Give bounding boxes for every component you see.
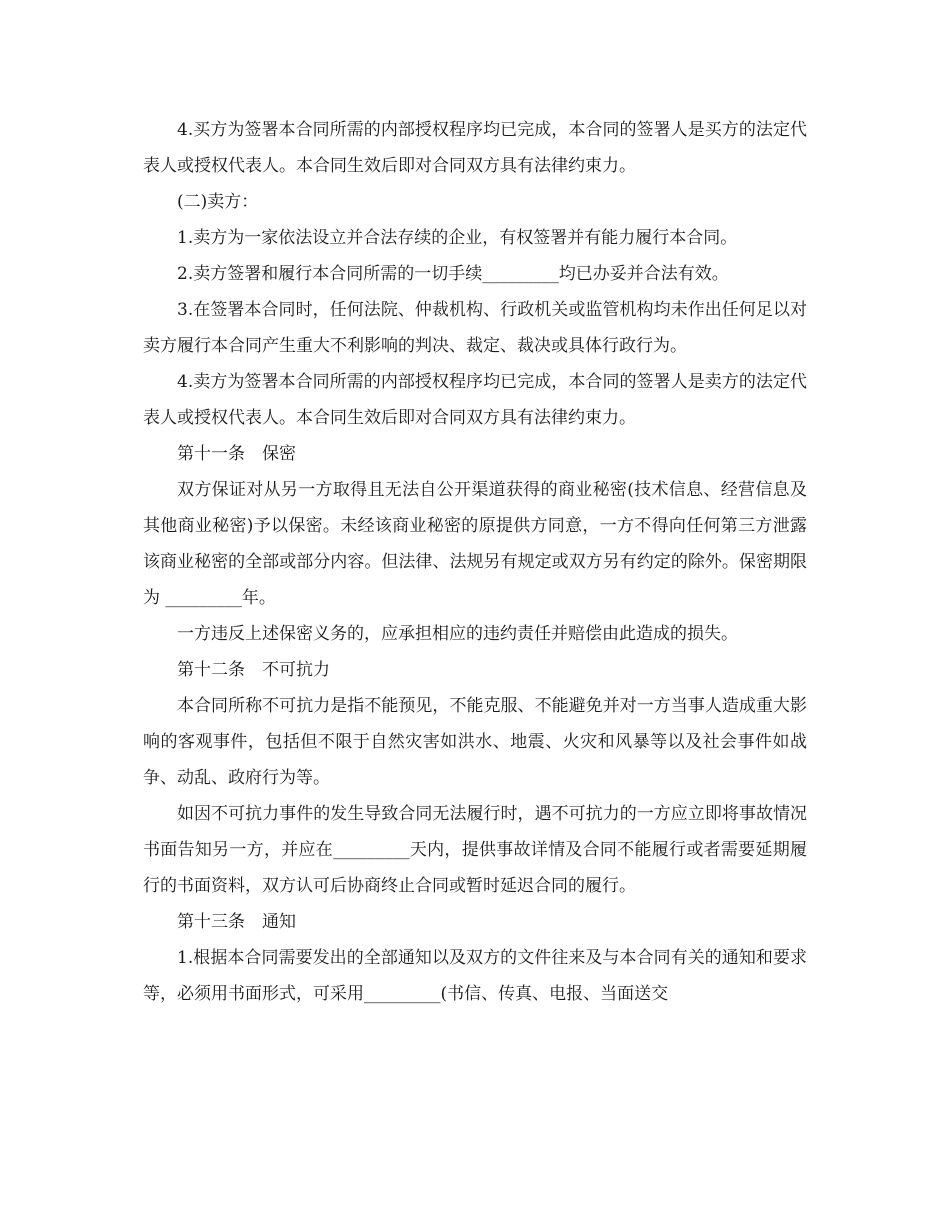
paragraph-buyer-authorization: 4.买方为签署本合同所需的内部授权程序均已完成，本合同的签署人是买方的法定代表人或授权代表人。本合同生效后即对合同双方具有法律约束力。 bbox=[143, 120, 807, 176]
paragraph-confidentiality-breach: 一方违反上述保密义务的，应承担相应的违约责任并赔偿由此造成的损失。 bbox=[177, 624, 738, 644]
contract-body bbox=[143, 112, 807, 1012]
paragraph-seller-procedures: 2.卖方签署和履行本合同所需的一切手续_________均已办妥并合法有效。 bbox=[177, 264, 729, 284]
article-11-heading: 第十一条 保密 bbox=[177, 444, 296, 464]
article-13-heading: 第十三条 通知 bbox=[177, 912, 296, 932]
paragraph-seller-no-adverse-rulings: 3.在签署本合同时，任何法院、仲裁机构、行政机关或监管机构均未作出任何足以对卖方履行本合同产生重大不利影响的判决、裁定、裁决或具体行政行为。 bbox=[143, 300, 807, 356]
paragraph-seller-established: 1.卖方为一家依法设立并合法存续的企业，有权签署并有能力履行本合同。 bbox=[177, 228, 738, 248]
paragraph-seller-authorization: 4.卖方为签署本合同所需的内部授权程序均已完成，本合同的签署人是卖方的法定代表人或授权代表人。本合同生效后即对合同双方具有法律约束力。 bbox=[143, 372, 807, 428]
paragraph-confidentiality: 双方保证对从另一方取得且无法自公开渠道获得的商业秘密(技术信息、经营信息及其他商业秘密)予以保密。未经该商业秘密的原提供方同意，一方不得向任何第三方泄露该商业秘密的全部或部分内容。但法律、法规另有规定或双方另有约定的除外。保密期限为 _________年。 bbox=[143, 480, 807, 608]
paragraph-force-majeure-notice: 如因不可抗力事件的发生导致合同无法履行时，遇不可抗力的一方应立即将事故情况书面告知另一方，并应在_________天内，提供事故详情及合同不能履行或者需要延期履行的书面资料，双方认可后协商终止合同或暂时延迟合同的履行。 bbox=[143, 804, 807, 896]
paragraph-force-majeure-definition: 本合同所称不可抗力是指不能预见，不能克服、不能避免并对一方当事人造成重大影响的客观事件，包括但不限于自然灾害如洪水、地震、火灾和风暴等以及社会事件如战争、动乱、政府行为等。 bbox=[143, 696, 807, 788]
paragraph-notice-form: 1.根据本合同需要发出的全部通知以及双方的文件往来及与本合同有关的通知和要求等，必须用书面形式，可采用_________(书信、传真、电报、当面送交 bbox=[143, 948, 807, 1004]
article-12-heading: 第十二条 不可抗力 bbox=[177, 660, 330, 680]
section-heading-seller: (二)卖方： bbox=[177, 192, 259, 212]
